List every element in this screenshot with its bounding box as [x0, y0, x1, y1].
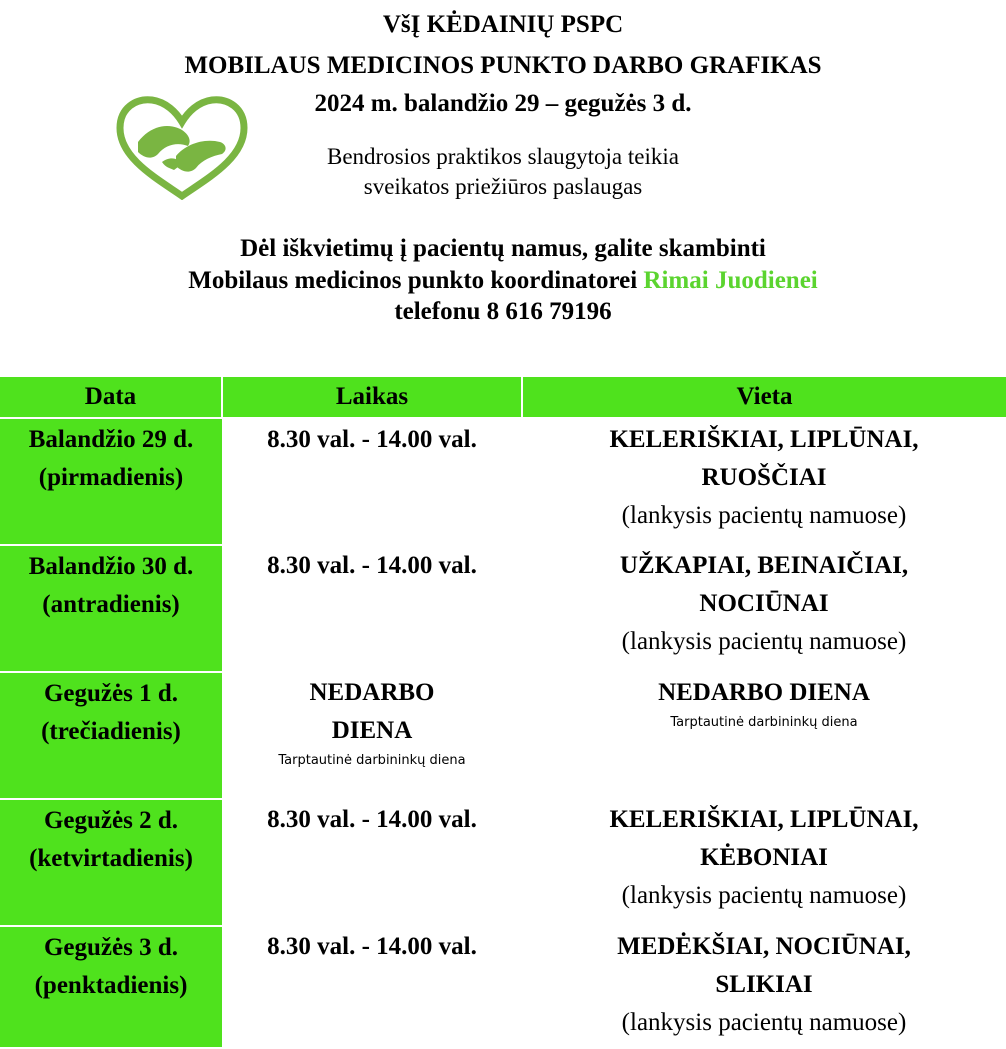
- place-line: KELERIŠKIAI, LIPLŪNAI,: [609, 806, 919, 833]
- date-cell: [0, 419, 222, 545]
- contact-prefix: Mobilaus medicinos punkto koordinatorei: [188, 267, 644, 294]
- date-cell: [0, 799, 222, 926]
- weekday-label: (trečiadienis): [41, 718, 181, 745]
- service-line-2: sveikatos priežiūros paslaugas: [363, 174, 643, 199]
- date-label: Gegužės 2 d.: [43, 807, 179, 834]
- place-cell: [522, 926, 1006, 1048]
- column-header-time: Laikas: [222, 377, 522, 417]
- time-cell: 8.30 val. - 14.00 val.: [267, 552, 477, 579]
- date-label: Gegužės 3 d.: [43, 934, 179, 961]
- time-cell: 8.30 val. - 14.00 val.: [267, 933, 477, 960]
- weekday-label: (penktadienis): [34, 972, 188, 999]
- place-cell: [522, 672, 1006, 799]
- org-name: VšĮ KĖDAINIŲ PSPC: [382, 11, 624, 38]
- table-header: [0, 377, 1006, 417]
- place-line: UŽKAPIAI, BEINAIČIAI,: [619, 552, 909, 579]
- weekday-label: (ketvirtadienis): [29, 845, 193, 872]
- contact-line-2: [0, 266, 1006, 296]
- service-line-1: Bendrosios praktikos slaugytoja teikia: [327, 144, 679, 169]
- date-cell: [0, 545, 222, 672]
- holiday-note: Tarptautinė darbininkų diena: [670, 715, 858, 730]
- time-cell: 8.30 val. - 14.00 val.: [267, 426, 477, 453]
- visit-note: (lankysis pacientų namuose): [621, 502, 907, 529]
- time-cell: 8.30 val. - 14.00 val.: [267, 806, 477, 833]
- non-working-label: DIENA: [331, 717, 413, 744]
- period: 2024 m. balandžio 29 – gegužės 3 d.: [314, 90, 692, 117]
- date-cell: [0, 926, 222, 1048]
- date-label: Gegužės 1 d.: [43, 680, 179, 707]
- place-line: MEDĖKŠIAI, NOCIŪNAI,: [617, 933, 911, 960]
- place-line: RUOŠČIAI: [701, 464, 827, 491]
- document-title: MOBILAUS MEDICINOS PUNKTO DARBO GRAFIKAS: [184, 52, 822, 79]
- non-working-label: NEDARBO DIENA: [658, 679, 870, 706]
- schedule-table: [0, 377, 1006, 1049]
- column-header-place: Vieta: [522, 377, 1006, 417]
- place-line: NOCIŪNAI: [699, 590, 829, 617]
- weekday-label: (pirmadienis): [38, 464, 184, 491]
- visit-note: (lankysis pacientų namuose): [621, 628, 907, 655]
- place-cell: [522, 419, 1006, 545]
- visit-note: (lankysis pacientų namuose): [621, 882, 907, 909]
- place-line: SLIKIAI: [715, 971, 813, 998]
- time-cell: [222, 672, 522, 799]
- visit-note: (lankysis pacientų namuose): [621, 1009, 907, 1036]
- table-row: [0, 799, 1006, 926]
- holiday-note: Tarptautinė darbininkų diena: [278, 753, 466, 768]
- place-cell: [522, 545, 1006, 672]
- date-cell: [0, 672, 222, 799]
- table-row: [0, 926, 1006, 1048]
- place-cell: [522, 799, 1006, 926]
- table-row: [0, 545, 1006, 672]
- contact-line-1: Dėl iškvietimų į pacientų namus, galite skambinti: [240, 235, 766, 262]
- non-working-label: NEDARBO: [309, 679, 435, 706]
- place-line: KĖBONIAI: [700, 844, 828, 871]
- weekday-label: (antradienis): [42, 591, 180, 618]
- table-row: [0, 419, 1006, 545]
- table-row: [0, 672, 1006, 799]
- date-label: Balandžio 30 d.: [28, 553, 194, 580]
- contact-name: Rimai Juodienei: [643, 267, 818, 294]
- place-line: KELERIŠKIAI, LIPLŪNAI,: [609, 426, 919, 453]
- column-header-date: Data: [0, 377, 222, 417]
- date-label: Balandžio 29 d.: [28, 426, 194, 453]
- contact-phone: telefonu 8 616 79196: [394, 298, 612, 325]
